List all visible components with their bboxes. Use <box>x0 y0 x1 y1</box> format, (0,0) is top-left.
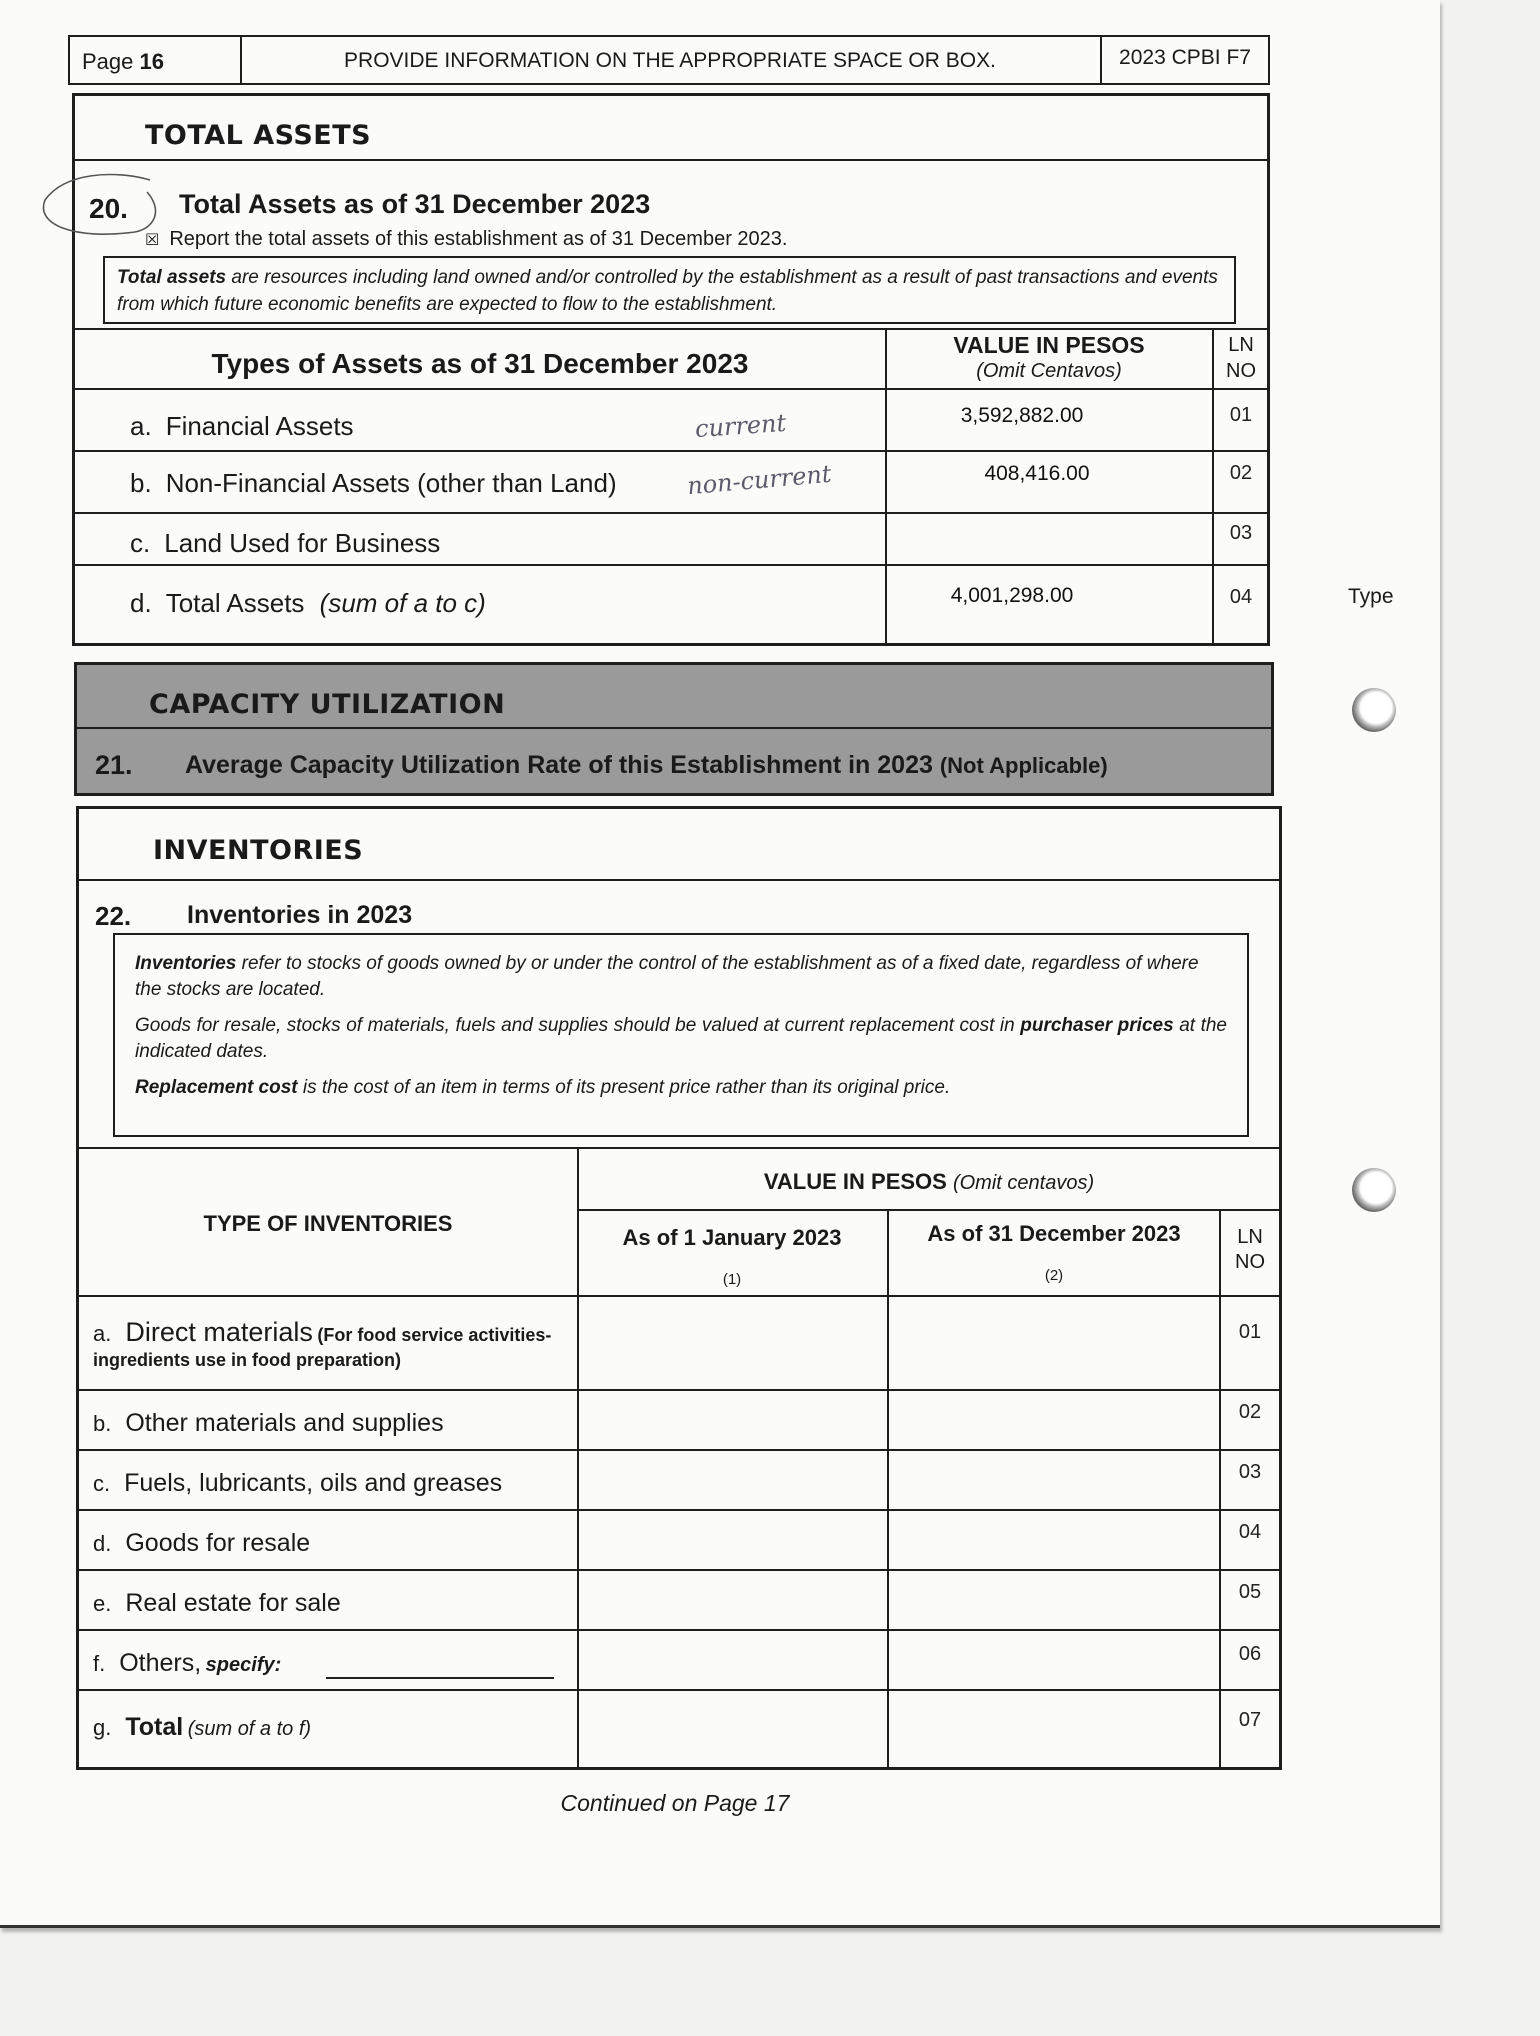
inv-ln-07: 07 <box>1238 1709 1262 1731</box>
row-letter: c. <box>130 528 151 558</box>
question-21-title <box>185 751 1108 780</box>
definition-replacement-cost <box>135 1075 1227 1101</box>
ln-03: 03 <box>1229 522 1253 544</box>
inv-col-ln-header <box>1221 1225 1279 1275</box>
row-note: (For food service activities-ingredients use in food preparation) <box>93 1325 552 1370</box>
inv-col-jan-num: (1) <box>722 1271 742 1288</box>
assets-row-d <box>130 588 486 619</box>
inv-ln-02: 02 <box>1238 1401 1262 1423</box>
inv-c-dec-field[interactable] <box>889 1451 1219 1507</box>
question-21-note: (Not Applicable) <box>939 753 1108 778</box>
ln-label: LN <box>1237 1226 1263 1248</box>
inv-g-jan-field[interactable] <box>579 1691 885 1765</box>
ln-02: 02 <box>1229 462 1253 484</box>
row-label: Other materials and supplies <box>125 1409 444 1437</box>
no-label: NO <box>1226 360 1256 382</box>
row-letter: g. <box>93 1715 112 1740</box>
inventories-section <box>76 806 1282 1770</box>
row-letter: a. <box>93 1321 112 1346</box>
row-label: Total <box>125 1713 184 1741</box>
capacity-utilization-section <box>74 662 1274 796</box>
question-20-number: 20. <box>89 193 128 224</box>
assets-col-type-header: Types of Assets as of 31 December 2023 <box>211 348 749 379</box>
page-number: 16 <box>139 49 164 74</box>
total-assets-title: TOTAL ASSETS <box>145 120 372 151</box>
inv-row-g <box>93 1713 311 1742</box>
inventories-definitions <box>113 933 1249 1137</box>
inv-row-e <box>93 1589 341 1618</box>
row-label: Real estate for sale <box>125 1589 341 1617</box>
inv-row-f <box>93 1649 281 1678</box>
row-letter: d. <box>130 588 152 618</box>
row-label: Others, <box>119 1649 202 1677</box>
inv-col-value-header <box>579 1169 1279 1195</box>
inv-ln-01: 01 <box>1238 1321 1262 1343</box>
row-label: Land Used for Business <box>164 528 441 558</box>
financial-assets-value[interactable]: 3,592,882.00 <box>960 404 1084 427</box>
question-20-instruction: Report the total assets of this establishment as of 31 December 2023. <box>169 228 788 250</box>
row-letter: b. <box>130 468 152 498</box>
row-letter: c. <box>93 1471 111 1496</box>
total-assets-section <box>72 93 1270 646</box>
row-letter: a. <box>130 411 152 441</box>
inv-c-jan-field[interactable] <box>579 1451 885 1507</box>
capacity-title: CAPACITY UTILIZATION <box>149 689 506 720</box>
text-replacement-cost: is the cost of an item in terms of its present price rather than its original price. <box>297 1077 951 1098</box>
inv-col-jan-header: As of 1 January 2023 <box>622 1225 842 1250</box>
inv-row-a <box>93 1317 563 1372</box>
assets-row-b <box>130 468 617 499</box>
inv-e-dec-field[interactable] <box>889 1571 1219 1627</box>
row-letter: e. <box>93 1591 112 1616</box>
row-label: Non-Financial Assets (other than Land) <box>165 468 617 498</box>
ln-01: 01 <box>1229 404 1253 426</box>
row-letter: f. <box>93 1651 106 1676</box>
row-note: (sum of a to c) <box>319 588 486 618</box>
definition-inventories <box>135 951 1227 1003</box>
text-goods-pre: Goods for resale, stocks of materials, fuels and supplies should be valued at current replacement cost in <box>135 1015 1021 1036</box>
ln-label: LN <box>1228 334 1254 356</box>
inv-a-jan-field[interactable] <box>579 1297 885 1387</box>
row-letter: d. <box>93 1531 112 1556</box>
others-specify-field[interactable] <box>326 1673 554 1679</box>
page-label: Page <box>82 49 134 74</box>
inv-g-dec-field[interactable] <box>889 1691 1219 1765</box>
ln-04: 04 <box>1229 586 1253 608</box>
inv-col-dec-num: (2) <box>1044 1267 1064 1284</box>
inv-b-dec-field[interactable] <box>889 1391 1219 1447</box>
question-22-number: 22. <box>95 901 132 931</box>
assets-row-c <box>130 528 440 559</box>
term-inventories: Inventories <box>135 953 237 974</box>
margin-text: Type <box>1348 585 1394 608</box>
form-code: 2023 CPBI F7 <box>1119 46 1251 69</box>
question-21-number: 21. <box>95 750 133 780</box>
question-20-title: Total Assets as of 31 December 2023 <box>179 189 651 219</box>
inv-row-d <box>93 1529 310 1558</box>
row-label: Total Assets <box>165 588 305 618</box>
term-replacement-cost: Replacement cost <box>135 1077 298 1098</box>
row-label: Fuels, lubricants, oils and greases <box>124 1469 503 1497</box>
inv-a-dec-field[interactable] <box>889 1297 1219 1387</box>
inv-ln-06: 06 <box>1238 1643 1262 1665</box>
question-21-text: Average Capacity Utilization Rate of this Establishment in 2023 <box>185 751 933 779</box>
term-purchaser-prices: purchaser prices <box>1020 1015 1174 1036</box>
inv-e-jan-field[interactable] <box>579 1571 885 1627</box>
inv-value-label: VALUE IN PESOS <box>763 1169 947 1194</box>
punch-hole-top <box>1352 688 1396 732</box>
definition-text: are resources including land owned and/or controlled by the establishment as a result of past transactions and events from which future economic benefits are expected to flow to the establishment. <box>117 267 1218 315</box>
inv-ln-03: 03 <box>1238 1461 1262 1483</box>
inv-value-note: (Omit centavos) <box>952 1172 1095 1194</box>
inv-f-jan-field[interactable] <box>579 1631 885 1687</box>
question-22-title: Inventories in 2023 <box>187 901 413 929</box>
row-note: specify: <box>205 1654 282 1676</box>
inv-b-jan-field[interactable] <box>579 1391 885 1447</box>
page-header <box>68 35 1270 85</box>
handwritten-annotation-non-current: non-current <box>686 459 833 501</box>
row-note: (sum of a to f) <box>187 1718 312 1740</box>
checkbox-icon: ☒ <box>145 230 160 249</box>
inv-d-jan-field[interactable] <box>579 1511 885 1567</box>
text-inventories: refer to stocks of goods owned by or under the control of the establishment as of a fixed date, regardless of where the stocks are located. <box>135 953 1199 1000</box>
row-label: Goods for resale <box>125 1529 311 1557</box>
text-goods-post: at the indicated dates. <box>135 1015 1227 1062</box>
inv-ln-04: 04 <box>1238 1521 1262 1543</box>
definition-term: Total assets <box>117 267 227 288</box>
inv-row-b <box>93 1409 444 1438</box>
total-assets-value[interactable]: 4,001,298.00 <box>950 584 1074 607</box>
assets-col-value-header: VALUE IN PESOS <box>953 332 1145 358</box>
inventories-title: INVENTORIES <box>153 835 364 866</box>
continued-note: Continued on Page 17 <box>560 1790 790 1816</box>
total-assets-definition <box>103 256 1236 324</box>
punch-hole-bottom <box>1352 1168 1396 1212</box>
no-label: NO <box>1235 1251 1265 1273</box>
assets-row-a <box>130 411 354 442</box>
inv-ln-05: 05 <box>1238 1581 1262 1603</box>
inv-d-dec-field[interactable] <box>889 1511 1219 1567</box>
inv-f-dec-field[interactable] <box>889 1631 1219 1687</box>
header-instruction: PROVIDE INFORMATION ON THE APPROPRIATE SPACE OR BOX. <box>344 49 996 72</box>
row-label: Direct materials <box>125 1317 313 1347</box>
assets-col-ln-header <box>1214 332 1268 384</box>
definition-goods <box>135 1013 1227 1065</box>
assets-col-value-note: (Omit Centavos) <box>976 360 1122 382</box>
inv-col-type-header: TYPE OF INVENTORIES <box>203 1211 453 1236</box>
inv-col-dec-header: As of 31 December 2023 <box>927 1221 1181 1246</box>
handwritten-annotation-current: current <box>694 408 788 444</box>
row-label: Financial Assets <box>165 411 354 441</box>
row-letter: b. <box>93 1411 112 1436</box>
non-financial-assets-value[interactable]: 408,416.00 <box>984 462 1090 485</box>
inv-row-c <box>93 1469 502 1498</box>
